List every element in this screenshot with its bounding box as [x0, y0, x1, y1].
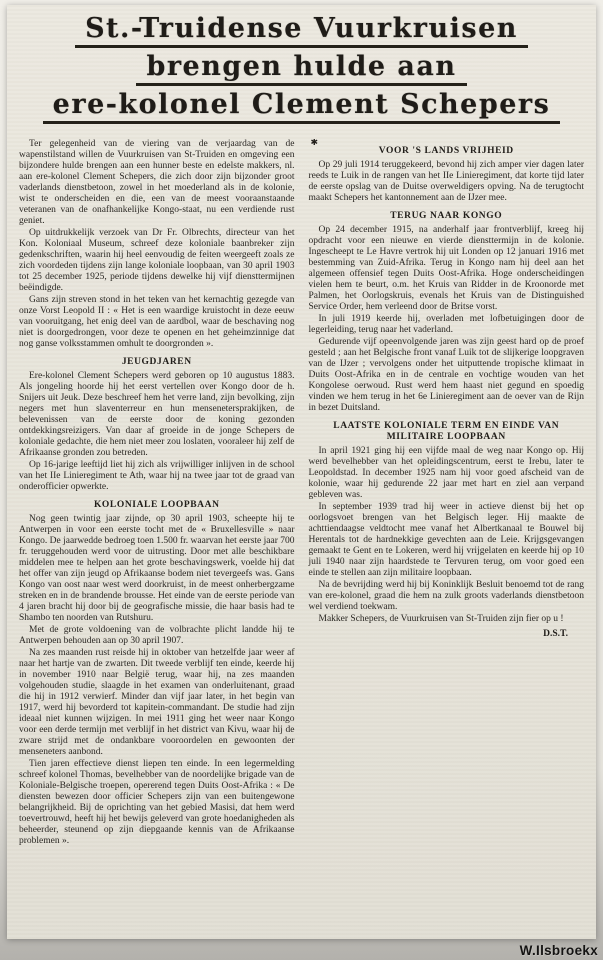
article-paragraph: Op 16-jarige leeftijd liet hij zich als vrijwilliger inlijven in de school van het IIe Linieregiment te Ath, waar hij na twee jaar tot de graad van onderofficier opwerkte.: [19, 460, 295, 492]
left-column: [19, 139, 295, 939]
article-paragraph: Tien jaren effectieve dienst liepen ten einde. In een legermelding schreef kolonel Thomas, bevelhebber van de noordelijke brigade van de Koloniale-Belgische troepen, opererend tegen Duits Oost-Afrika : « De diensten bewezen door officier Schepers zijn van een buitengewone belangrijkheid. Bij de oprichting van het gebied Masisi, dat hem werd toevertrouwd, heeft hij het bewijs geleverd van grote hoedanigheden als beheerder, steunend op zijn diepgaande kennis van de Afrikaanse problemen ».: [19, 759, 295, 846]
headline-row: [19, 91, 584, 124]
article-paragraph: Makker Schepers, de Vuurkruisen van St-Truiden zijn fier op u !: [318, 614, 564, 624]
section-heading: VOOR 'S LANDS VRIJHEID: [378, 146, 514, 156]
article-paragraph: Op 29 juli 1914 teruggekeerd, bevond hij zich amper vier dagen later reeds te Luik in de rangen van het IIe Linieregiment, dat korte tijd later de eerste opslag van de Duitse overweldigers opving. Na de terugtocht maakt Schepers het kantonnement aan de IJzer mee.: [308, 160, 584, 203]
article-paragraph: In september 1939 trad hij weer in actieve dienst bij het op oorlogsvoet brengen van het Belgisch leger. Hij maakte de achttiendaagse veldtocht mee vanaf het Albertkanaal te Bouwel bij Herentals tot de hardnekkige gevechten aan de Leie. Krijgsgevangen gemaakt te Gent en te Lokeren, werd hij vrijgelaten en keerde hij op 10 juli 1940 naar zijn haardstede te Tervuren terug, om voor goed een einde te stellen aan zijn militaire loopbaan.: [308, 502, 584, 578]
article-headline: [19, 11, 584, 131]
author-initials: D.S.T.: [543, 629, 568, 639]
article-paragraph: In april 1921 ging hij een vijfde maal de weg naar Kongo op. Hij werd bevelhebber van het opleidingscentrum, eerst te Irebu, later te Leopoldstad. In december 1925 nam hij voor goed afscheid van de kolonie, waar hij gedurende 22 jaar met hart en ziel aan verpand gebleven was.: [308, 446, 584, 500]
article-paragraph: Nog geen twintig jaar zijnde, op 30 april 1903, scheepte hij te Antwerpen in voor een eerste tocht met de « Bruxellesville » naar Kongo. De jaarwedde bedroeg toen 1.500 fr. waarvan het eerste jaar 700 fr. teruggehouden werd voor de uitrusting. Door met alle beschikbare middelen mee te helpen aan het grote beschavingswerk, voelde hij dat het offer van zijn jeugd op Afrikaanse bodem niet tevergeefs was. Gans Kongo van oost naar west werd doorkruist, in de meest onherbergzame streken en in de brandende brousse. Het einde van de eerste periode van 4 jaren bracht hij door bij de geografische missie, die haar basis had te Shambo ten noorden van Rutshuru.: [19, 514, 295, 623]
section-heading: KOLONIALE LOOPBAAN: [93, 500, 220, 510]
article-paragraph: Op 24 december 1915, na anderhalf jaar frontverblijf, kreeg hij opdracht voor een nieuwe en vierde diensttermijn in de kolonie. Ingescheept te Le Havre vertrok hij uit Londen op 12 januari 1916 met bestemming van Zuid-Afrika. Terug in Kongo nam hij deel aan het algemeen offensief tegen Duits Oost-Afrika. Hoge onderscheidingen vielen hem te beurt, o.m. het Kruis van Ridder in de Kroonorde met Palmen, het Oorlogskruis, evenals het Kruis van de Distinguished Service Order, hem verleend door de Britse vorst.: [308, 225, 584, 312]
article-paragraph: Gans zijn streven stond in het teken van het kernachtig gezegde van onze Vorst Leopold II : « Het is een waardige kruistocht in deze eeuw van vooruitgang, het enig deel van de aardbol, waar de beschaving nog niet is doorgedrongen, voor deze te openen en het geheimzinnige dat nog ganse volksstammen omhult te doorgronden ».: [19, 295, 295, 349]
article-paragraph: Na zes maanden rust reisde hij in oktober van hetzelfde jaar weer af naar het hartje van de zwarten. Dit tweede verblijf ten einde, keerde hij in november 1910 naar België terug, waar hij, na zes maanden volgehouden studie, slaagde in het examen van onderluitenant, graad die hij in 1912 verwierf. Minder dan vijf jaar later, in het begin van 1917, werd hij bevorderd tot kapitein-commandant. De studie had zijn ideaal niet kunnen wijzigen. In mei 1911 ging het weer naar Kongo voor een derde termijn met verblijf in het district van Kivu, waar hij de zware strijd met de ondankbare vooroordelen en gewoonten der menseneters aanbond.: [19, 648, 295, 757]
article-paragraph: Op uitdrukkelijk verzoek van Dr Fr. Olbrechts, directeur van het Kon. Koloniaal Museum, schreef deze koloniale baanbreker zijn gedenkschriften, waarin hij heel eenvoudig de feiten weergeeft zoals ze zich voordeden tijdens zijn lange koloniale loopbaan, van 30 april 1903 tot 25 december 1925, periode tijdens dewelke hij vijf diensttermijnen beëindigde.: [19, 228, 295, 293]
headline-line-2: brengen hulde aan: [136, 53, 466, 86]
photo-credit: W.Ilsbroekx: [519, 943, 598, 958]
article-paragraph: In juli 1919 keerde hij, overladen met lofbetuigingen door de legerleiding, terug naar het vaderland.: [308, 314, 584, 335]
article-paragraph: Gedurende vijf opeenvolgende jaren was zijn geest hard op de proef gesteld ; aan het Belgische front vanaf Luik tot de slijkerige loopgraven van de IJzer ; vervolgens onder het uitputtende tropische klimaat in Duits Oost-Afrika en in de centrale en vochtige wouden van het Kongolese oerwoud. Rust werd hem haast niet gegund en spoedig vinden we hem terug in het 6e Linieregiment aan de oever van de Rijn in bezet Duitsland.: [308, 337, 584, 413]
section-heading: LAATSTE KOLONIALE TERM EN EINDE VAN MILITAIRE LOOPBAAN: [333, 421, 560, 442]
headline-row: [19, 15, 584, 48]
article-paragraph: Met de grote voldoening van de volbrachte plicht landde hij te Antwerpen behouden aan op 30 april 1907.: [19, 625, 295, 646]
article-paragraph: Na de bevrijding werd hij bij Koninklijk Besluit benoemd tot de rang van ere-kolonel, graad die hem na zulk groots vaderlands dienstbetoon wel verdiend toekwam.: [308, 580, 584, 612]
right-column: [309, 139, 585, 939]
newspaper-clipping: [7, 5, 596, 939]
article-paragraph: Ter gelegenheid van de viering van de verjaardag van de wapenstilstand willen de Vuurkruisen van St-Truiden en omgeving een bijzondere hulde brengen aan een hunner beste en edelste makkers, nl. aan ere-kolonel Clement Schepers, die zich door zijn bijzonder groot vaderlands dienstbetoon, zowel in het moederland als in de kolonie, wist te onderscheiden en die, een van de meest vooraanstaande veteranen van de onafhankelijke Kongo-staat, nu een verdiende rust geniet.: [19, 139, 295, 226]
section-heading: TERUG NAAR KONGO: [390, 211, 503, 221]
headline-row: [19, 53, 584, 86]
section-heading: JEUGDJAREN: [121, 357, 192, 367]
article-paragraph: Ere-kolonel Clement Schepers werd geboren op 10 augustus 1883. Als jongeling hoorde hij het eerst vertellen over Kongo door de h. Snijers uit Jeuk. Deze beschreef hem het verre land, zijn bevolking, zijn negers met hun slaventerreur en hun mensenetersprakijken, de belevenissen van de eerste door de koning gezonden ontdekkingsreizigers. Van daar af groeide in de jonge Schepers de koloniale gedachte, die hem niet meer zou loslaten, vooraleer hij zelf de Afrikaanse gronden zou betreden.: [19, 371, 295, 458]
headline-line-3: ere-kolonel Clement Schepers: [43, 91, 561, 124]
asterisk-mark-icon: ✱: [310, 139, 319, 147]
headline-line-1: St.-Truidense Vuurkruisen: [75, 15, 528, 48]
article-body: [19, 139, 584, 939]
